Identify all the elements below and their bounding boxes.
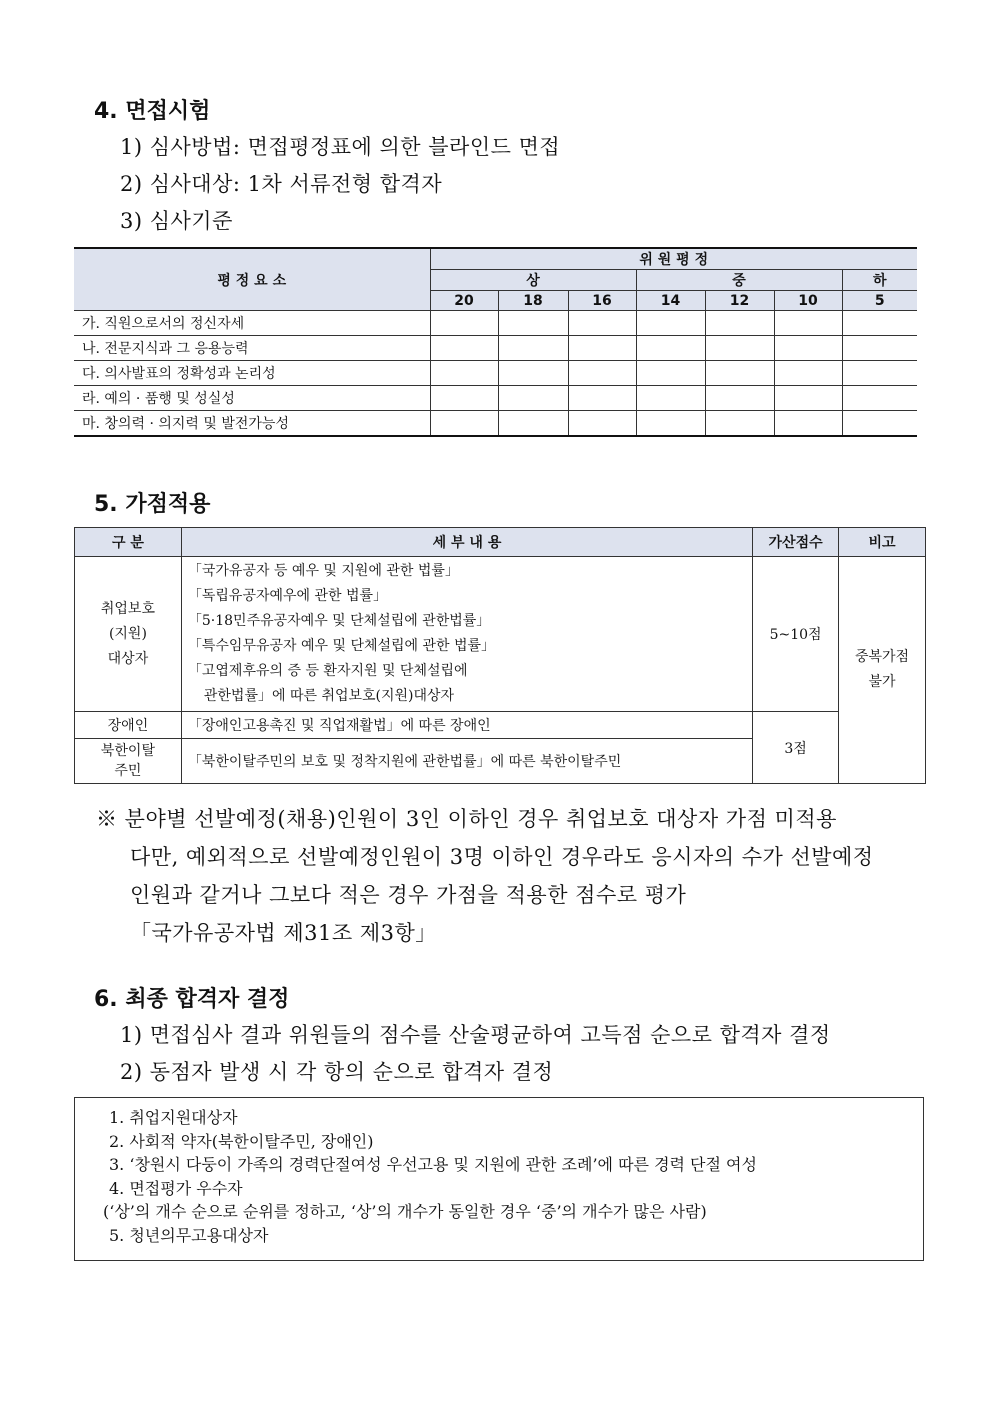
law-line: 「국가유공자 등 예우 및 지원에 관한 법률」	[187, 563, 459, 579]
score-box	[636, 336, 705, 361]
note-line-1: ※ 분야별 선발예정(채용)인원이 3인 이하인 경우 취업보호 대상자 가점 미적용	[96, 807, 837, 831]
score-box	[842, 386, 917, 411]
table-row	[74, 386, 917, 411]
category-line: 북한이탈	[100, 743, 155, 759]
points-cell: 3점	[753, 712, 839, 784]
score-box	[430, 386, 498, 411]
score-box	[498, 311, 568, 336]
details-cell: 「북한이탈주민의 보호 및 정착지원에 관한법률」에 따른 북한이탈주민	[181, 739, 752, 784]
score-box	[430, 411, 498, 437]
score-cell: 5	[842, 291, 917, 311]
score-box	[774, 411, 842, 437]
note-cell	[839, 557, 926, 784]
score-box	[430, 336, 498, 361]
grade-low: 하	[842, 270, 917, 291]
factor-label: 마. 창의력 · 의지력 및 발전가능성	[74, 411, 430, 437]
criteria-item: 4. 면접평가 우수자	[109, 1178, 243, 1198]
note-line-2: 다만, 예외적으로 선발예정인원이 3명 이하인 경우라도 응시자의 수가 선발예정	[130, 845, 874, 869]
table-row	[74, 411, 917, 437]
law-line: 「특수임무유공자 예우 및 단체설립에 관한 법률」	[187, 638, 496, 654]
score-box	[842, 361, 917, 386]
table-row	[74, 361, 917, 386]
col-header-details: 세 부 내 용	[181, 528, 752, 557]
factor-label: 라. 예의 · 품행 및 성실성	[74, 386, 430, 411]
score-box	[842, 311, 917, 336]
score-box	[705, 361, 774, 386]
law-line: 「고엽제후유의 증 등 환자지원 및 단체설립에	[187, 663, 468, 679]
law-line: 「독립유공자예우에 관한 법률」	[187, 588, 388, 604]
note-line: 불가	[868, 674, 896, 690]
score-box	[705, 386, 774, 411]
score-cell: 12	[705, 291, 774, 311]
score-box	[636, 411, 705, 437]
category-cell	[75, 557, 182, 712]
grade-mid: 중	[636, 270, 842, 291]
note-line-4: 「국가유공자법 제31조 제3항」	[130, 921, 437, 945]
bonus-points-table	[74, 527, 926, 784]
col-header-category: 구 분	[75, 528, 182, 557]
grade-high: 상	[430, 270, 636, 291]
category-cell: 장애인	[75, 712, 182, 739]
points-cell: 5~10점	[753, 557, 839, 712]
category-cell	[75, 739, 182, 784]
details-cell: 「장애인고용촉진 및 직업재활법」에 따른 장애인	[181, 712, 752, 739]
score-box	[636, 386, 705, 411]
table-row	[75, 557, 926, 712]
factor-label: 다. 의사발표의 정확성과 논리성	[74, 361, 430, 386]
category-line: 주민	[114, 763, 142, 779]
score-cell: 20	[430, 291, 498, 311]
sec4-item-3: 3) 심사기준	[120, 209, 233, 233]
category-line: (지원)	[108, 625, 147, 642]
table-row	[74, 311, 917, 336]
category-line: 대상자	[107, 650, 149, 667]
table-row	[74, 336, 917, 361]
score-cell: 18	[498, 291, 568, 311]
sec6-item-2: 2) 동점자 발생 시 각 항의 순으로 합격자 결정	[120, 1060, 554, 1084]
note-line-3: 인원과 같거나 그보다 적은 경우 가점을 적용한 점수로 평가	[130, 883, 687, 907]
score-box	[774, 386, 842, 411]
score-box	[498, 386, 568, 411]
committee-header: 위 원 평 정	[430, 248, 917, 270]
score-box	[705, 411, 774, 437]
law-line: 「5·18민주유공자예우 및 단체설립에 관한법률」	[187, 613, 491, 629]
criteria-item: (‘상’의 개수 순으로 순위를 정하고, ‘상’의 개수가 동일한 경우 ‘중’의 개수가 많은 사람)	[103, 1202, 707, 1221]
score-box	[705, 311, 774, 336]
score-box	[774, 361, 842, 386]
score-box	[636, 361, 705, 386]
col-header-note: 비고	[839, 528, 926, 557]
criteria-item: 5. 청년의무고용대상자	[109, 1225, 269, 1245]
score-box	[774, 336, 842, 361]
score-box	[705, 336, 774, 361]
score-box	[430, 311, 498, 336]
factor-label: 나. 전문지식과 그 응용능력	[74, 336, 430, 361]
sec4-item-1: 1) 심사방법: 면접평정표에 의한 블라인드 면접	[120, 135, 561, 159]
category-line: 취업보호	[100, 600, 155, 617]
score-box	[568, 386, 636, 411]
score-box	[568, 361, 636, 386]
score-box	[568, 311, 636, 336]
score-cell: 10	[774, 291, 842, 311]
factor-label: 가. 직원으로서의 정신자세	[74, 311, 430, 336]
score-box	[498, 411, 568, 437]
sec4-item-2: 2) 심사대상: 1차 서류전형 합격자	[120, 172, 443, 196]
note-line: 중복가점	[854, 649, 910, 665]
section-5-title: 5. 가점적용	[94, 492, 211, 517]
score-box	[498, 336, 568, 361]
score-box	[636, 311, 705, 336]
col-header-points: 가산점수	[753, 528, 839, 557]
sec6-item-1: 1) 면접심사 결과 위원들의 점수를 산술평균하여 고득점 순으로 합격자 결정	[120, 1023, 831, 1047]
score-box	[842, 411, 917, 437]
score-cell: 14	[636, 291, 705, 311]
criteria-item: 1. 취업지원대상자	[109, 1108, 238, 1127]
section-4-title: 4. 면접시험	[94, 99, 211, 124]
law-line: 관한법률」에 따른 취업보호(지원)대상자	[203, 688, 455, 704]
criteria-item: 3. ‘창원시 다둥이 가족의 경력단절여성 우선고용 및 지원에 관한 조례’에 따른 경력 단절 여성	[109, 1155, 757, 1174]
factor-header: 평 정 요 소	[74, 248, 430, 311]
table-row	[75, 712, 926, 739]
details-cell	[181, 557, 752, 712]
score-box	[774, 311, 842, 336]
score-box	[842, 336, 917, 361]
score-box	[568, 411, 636, 437]
score-cell: 16	[568, 291, 636, 311]
interview-evaluation-table	[74, 247, 917, 437]
criteria-item: 2. 사회적 약자(북한이탈주민, 장애인)	[109, 1131, 374, 1151]
score-box	[430, 361, 498, 386]
tiebreak-criteria-box	[74, 1097, 924, 1261]
section-6-title: 6. 최종 합격자 결정	[94, 987, 290, 1012]
score-box	[498, 361, 568, 386]
score-box	[568, 336, 636, 361]
